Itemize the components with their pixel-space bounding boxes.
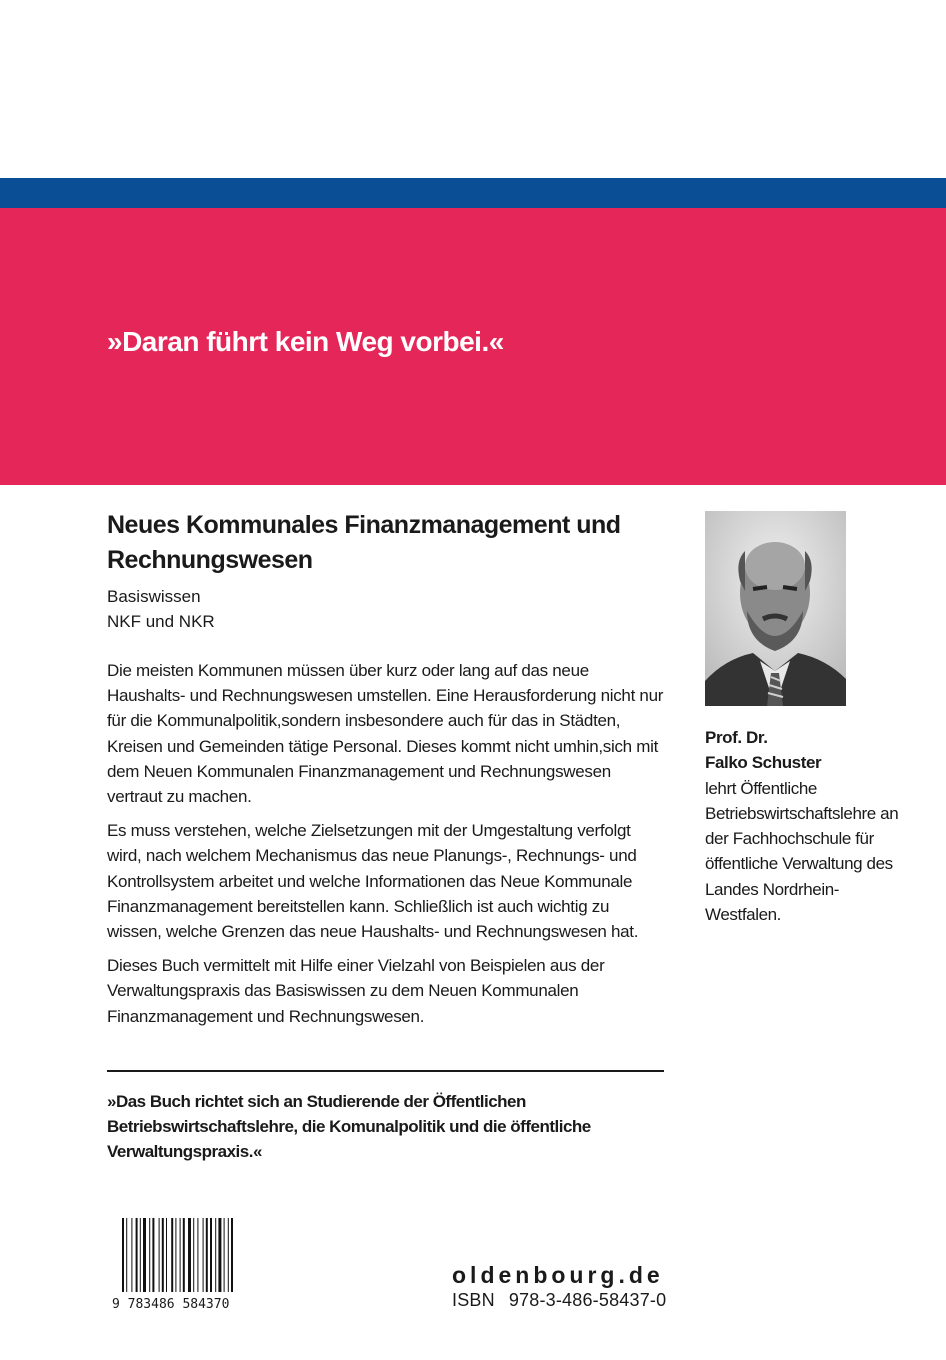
description-paragraph-2: Es muss verstehen, welche Zielsetzungen mit der Umgestaltung verfolgt wird, nach welchem Mechanismus das neue Planungs-, Rechnungs- und Kontrollsystem arbeitet und welche Informationen das Neue Kommunale Finanzmanagement bereitstellen kann. Schließlich ist auch wichtig zu wissen, welche Grenzen das neue Haushalts- und Rechnungswesen hat.	[107, 821, 639, 942]
publisher-website: oldenbourg.de	[452, 1262, 664, 1288]
isbn-line	[452, 1290, 680, 1311]
description	[107, 658, 667, 1038]
target-audience-quote: »Das Buch richtet sich an Studierende der Öffentlichen Betriebswirtschaftslehre, die Komunalpolitik und die öffentliche Verwaltungspraxis.«	[107, 1092, 591, 1161]
book-subtitle	[107, 584, 215, 634]
isbn-barcode	[112, 1218, 264, 1312]
author-title: Prof. Dr.	[705, 728, 768, 747]
blue-stripe	[0, 178, 946, 208]
author-bio: lehrt Öffentliche Betriebswirtschaftslehre an der Fachhochschule für öffentliche Verwaltung des Landes Nordrhein-Westfalen.	[705, 778, 899, 925]
subtitle-line-1: Basiswissen	[107, 587, 201, 606]
author-photo	[705, 511, 846, 706]
divider	[107, 1070, 664, 1072]
subtitle-line-2: NKF und NKR	[107, 612, 215, 631]
author-name: Falko Schuster	[705, 753, 822, 773]
description-paragraph-3: Dieses Buch vermittelt mit Hilfe einer Vielzahl von Beispielen aus der Verwaltungspraxis das Basiswissen zu dem Neuen Kommunalen Finanzmanagement und Rechnungswesen.	[107, 956, 605, 1026]
isbn-number: 978-3-486-58437-0	[508, 1290, 667, 1310]
author-info	[705, 725, 905, 927]
isbn-label: ISBN	[452, 1290, 495, 1310]
barcode-digits: 9 783486 584370	[112, 1297, 230, 1312]
tagline: »Daran führt kein Weg vorbei.«	[107, 326, 504, 357]
book-title: Neues Kommunales Finanzmanagement und Rechnungswesen	[107, 511, 621, 574]
description-paragraph-1: Die meisten Kommunen müssen über kurz oder lang auf das neue Haushalts- und Rechnungswesen umstellen. Eine Herausforderung nicht nur für die Kommunalpolitik,sondern insbesondere auch für das in Städten, Kreisen und Gemeinden tätige Personal. Dieses kommt nicht umhin,sich mit dem Neuen Kommunalen Finanzmanagement und Rechnungswesen vertraut zu machen.	[107, 661, 664, 807]
